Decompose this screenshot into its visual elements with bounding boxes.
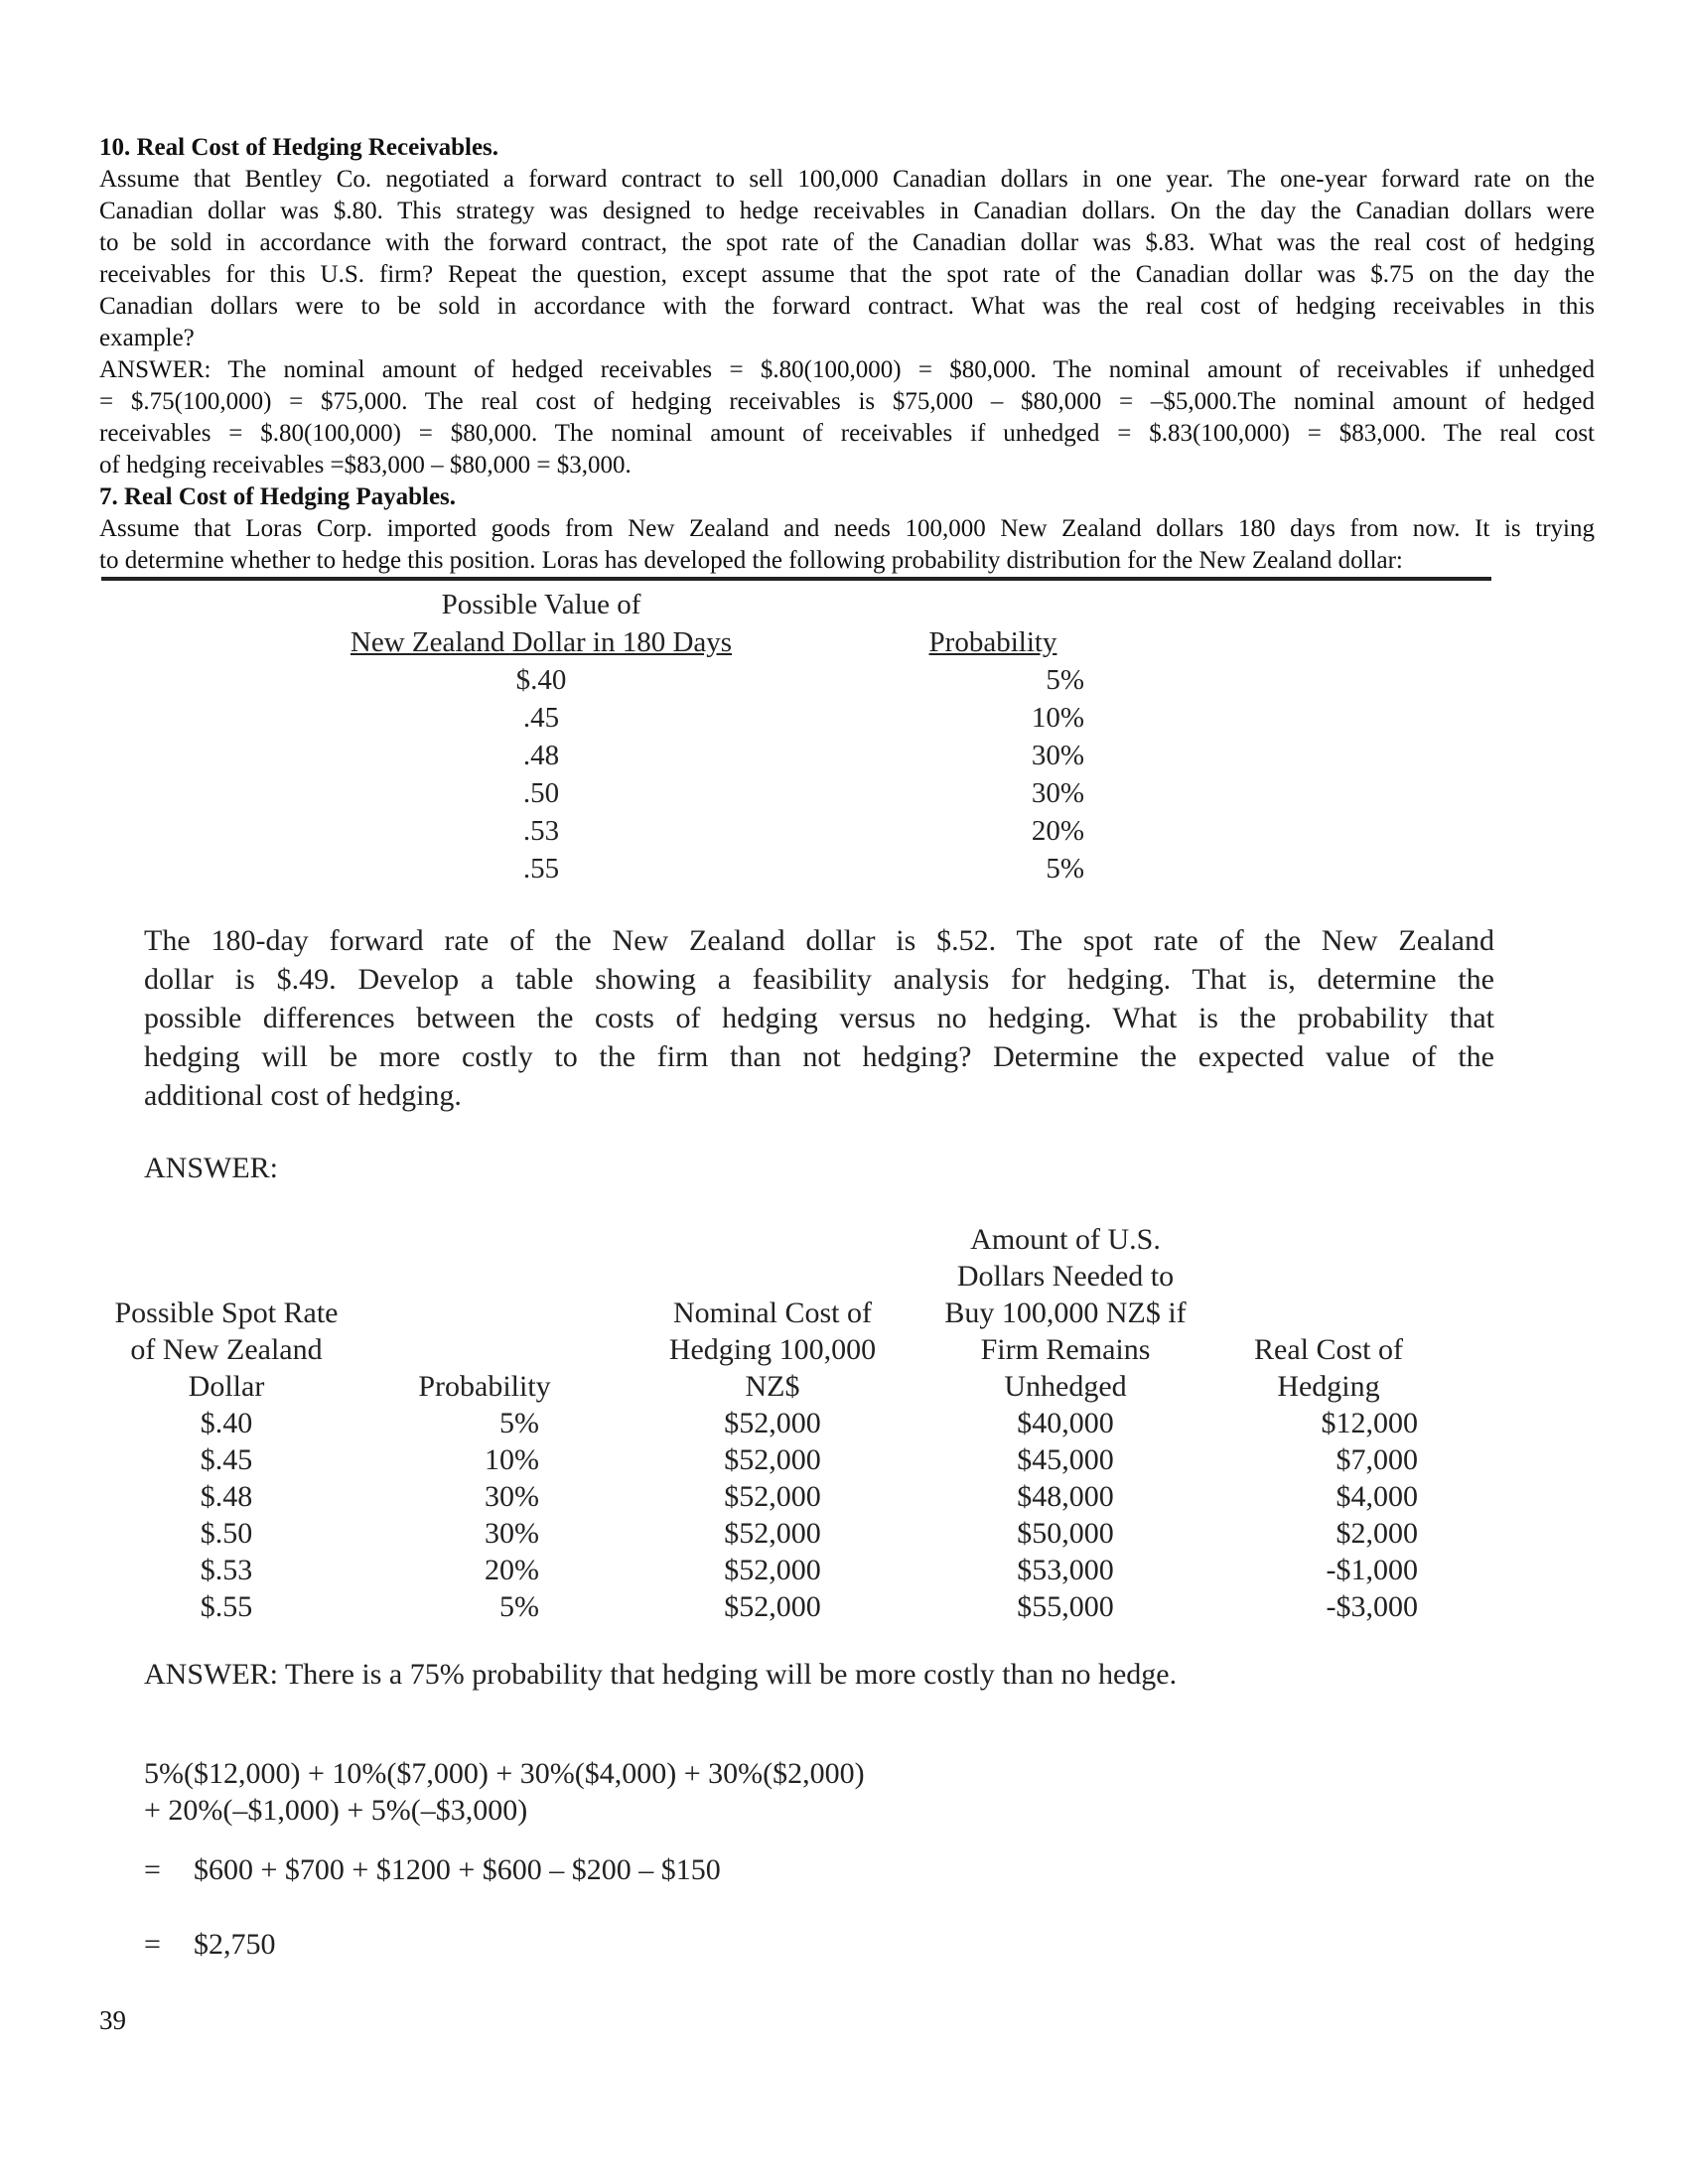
value-cell: .55 [522,853,560,885]
table-row [298,812,1092,850]
table-row [298,661,1092,699]
question-line: example? [99,325,195,351]
column-unhedged-amount [887,1216,1244,1625]
unhedged-cell: $55,000 [1017,1590,1114,1623]
header-line: Possible Spot Rate [114,1297,339,1329]
header-line: Amount of U.S. [970,1223,1161,1256]
table-row [298,737,1092,774]
expression-line-2: + 20%(–$1,000) + 5%(–$3,000) [144,1794,528,1827]
real-cell: $4,000 [1336,1480,1418,1513]
answer-label: ANSWER: [144,1152,278,1184]
value-cell: .50 [522,777,560,809]
header-value-line2: New Zealand Dollar in 180 Days [350,626,733,658]
section-7-question [99,513,1595,577]
header-line: Buy 100,000 NZ$ if [944,1297,1187,1329]
question-line: to determine whether to hedge this position. Loras has developed the following probability distribution for the New Zealand dollar: [99,547,1403,574]
prompt-line: The 180-day forward rate of the New Zealand dollar is $.52. The spot rate of the New Zealand [144,924,1494,957]
question-line: Canadian dollar was $.80. This strategy was designed to hedge receivables in Canadian dollars. On the day the Canadian dollars were [99,198,1595,224]
answer-line: ANSWER: The nominal amount of hedged receivables = $.80(100,000) = $80,000. The nominal amount of receivables if unhedged [99,356,1595,383]
nominal-cell: $52,000 [724,1517,821,1550]
rate-cell: $.50 [200,1517,253,1550]
header-line: Dollar [188,1370,265,1403]
value-cell: .45 [522,702,560,734]
feasibility-question [144,921,1494,1115]
probability-cell: 5% [1046,853,1084,885]
probability-cell: 30% [485,1517,539,1550]
equals-sign: = [144,1928,161,1961]
rate-cell: $.45 [200,1443,253,1476]
header-line: Firm Remains [980,1333,1151,1366]
header-line: Real Cost of [1254,1333,1403,1366]
probability-cell: 5% [499,1407,539,1439]
header-real-cost [1219,1331,1438,1405]
section-7-title: 7. Real Cost of Hedging Payables. [99,483,457,510]
table-row [298,774,1092,812]
prompt-line: hedging will be more costly to the firm than not hedging? Determine the expected value of the [144,1040,1494,1073]
rate-cell: $.55 [200,1590,253,1623]
prompt-line: possible differences between the costs of hedging versus no hedging. What is the probability that [144,1002,1494,1034]
divider-rule [101,577,1491,581]
header-line: Unhedged [1004,1370,1127,1403]
prompt-line: additional cost of hedging. [144,1079,462,1112]
header-probability [385,1368,584,1405]
expected-value-result [144,1926,276,1963]
header-line: Dollars Needed to [956,1260,1175,1293]
equals-sign: = [144,1853,161,1886]
header-probability: Probability [928,626,1057,658]
question-line: Assume that Bentley Co. negotiated a forward contract to sell 100,000 Canadian dollars in one year. The one-year forward rate on the [99,166,1595,193]
section-10-title: 10. Real Cost of Hedging Receivables. [99,134,499,161]
unhedged-cell: $50,000 [1017,1517,1114,1550]
value-cell: $.40 [515,664,567,696]
rate-cell: $.48 [200,1480,253,1513]
table-header-row [298,623,1092,661]
real-cell: $7,000 [1336,1443,1418,1476]
header-line: of New Zealand [130,1333,323,1366]
column-real-cost [1219,1216,1438,1625]
section-10-answer [99,354,1595,481]
real-cell: -$3,000 [1326,1590,1418,1623]
unhedged-cell: $48,000 [1017,1480,1114,1513]
nominal-cell: $52,000 [724,1590,821,1623]
question-line: Canadian dollars were to be sold in accordance with the forward contract. What was the real cost of hedging receivables in this [99,293,1595,320]
nominal-cell: $52,000 [724,1407,821,1439]
probability-cell: 30% [1031,777,1084,809]
real-cell: $2,000 [1336,1517,1418,1550]
conclusion-answer: ANSWER: There is a 75% probability that hedging will be more costly than no hedge. [144,1658,1178,1691]
result-value: $2,750 [194,1928,276,1961]
real-cell: -$1,000 [1326,1554,1418,1586]
nominal-cell: $52,000 [724,1554,821,1586]
probability-cell: 30% [1031,740,1084,771]
probability-cell: 20% [485,1554,539,1586]
unhedged-cell: $53,000 [1017,1554,1114,1586]
header-value-line1: Possible Value of [441,589,641,620]
probability-cell: 10% [1031,702,1084,734]
probability-cell: 20% [1031,815,1084,847]
table-row [298,699,1092,737]
unhedged-cell: $40,000 [1017,1407,1114,1439]
probability-cell: 5% [1046,664,1084,696]
header-spot-rate [97,1295,355,1405]
probability-distribution-table [298,586,1092,887]
probability-cell: 5% [499,1590,539,1623]
value-cell: .53 [522,815,560,847]
prompt-line: dollar is $.49. Develop a table showing a feasibility analysis for hedging. That is, determine the [144,963,1494,996]
rate-cell: $.53 [200,1554,253,1586]
nominal-cell: $52,000 [724,1480,821,1513]
header-line: Hedging 100,000 [668,1333,877,1366]
expression-line-1: 5%($12,000) + 10%($7,000) + 30%($4,000) + 30%($2,000) [144,1757,865,1790]
real-cell: $12,000 [1321,1407,1418,1439]
table-row [298,850,1092,887]
answer-line: of hedging receivables =$83,000 – $80,000 = $3,000. [99,452,632,478]
header-line: NZ$ [745,1370,800,1403]
probability-cell: 10% [485,1443,539,1476]
column-probability [385,1216,584,1625]
probability-cell: 30% [485,1480,539,1513]
question-line: receivables for this U.S. firm? Repeat the question, except assume that the spot rate of the Canadian dollar was $.75 on the day the [99,261,1595,288]
page-number: 39 [99,2005,126,2035]
answer-line: = $.75(100,000) = $75,000. The real cost of hedging receivables is $75,000 – $80,000 = –$5,000.The nominal amount of hedged [99,388,1595,415]
question-line: to be sold in accordance with the forward contract, the spot rate of the Canadian dollar was $.83. What was the real cost of hedging [99,229,1595,256]
unhedged-cell: $45,000 [1017,1443,1114,1476]
section-10-question [99,164,1595,354]
column-spot-rate [97,1216,355,1625]
header-line: Hedging [1277,1370,1380,1403]
header-unhedged-amount [887,1221,1244,1405]
expected-value-step [144,1851,721,1888]
value-cell: .48 [522,740,560,771]
answer-line: receivables = $.80(100,000) = $80,000. The nominal amount of receivables if unhedged = $.83(100,000) = $83,000. The real cost [99,420,1595,447]
header-line: Probability [418,1370,551,1403]
step-value: $600 + $700 + $1200 + $600 – $200 – $150 [194,1853,721,1886]
question-line: Assume that Loras Corp. imported goods from New Zealand and needs 100,000 New Zealand dollars 180 days from now. It is trying [99,515,1595,542]
rate-cell: $.40 [200,1407,253,1439]
expected-value-expression [144,1755,865,1829]
table-header-row [298,586,1092,623]
nominal-cell: $52,000 [724,1443,821,1476]
header-line: Nominal Cost of [673,1297,872,1329]
